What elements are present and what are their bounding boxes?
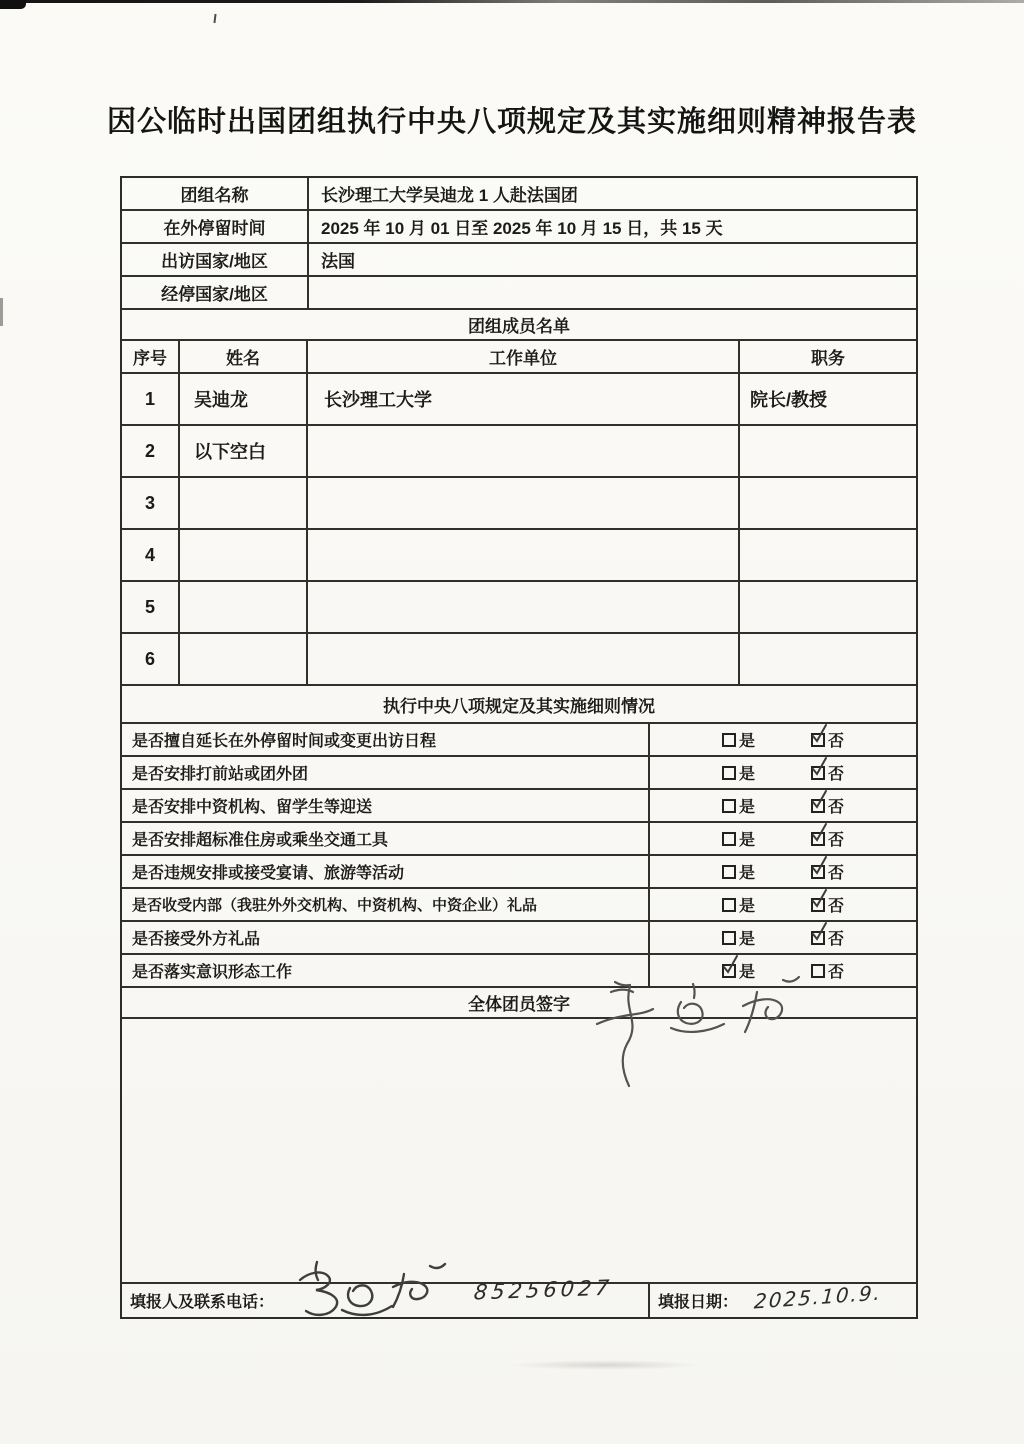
member-index: 2 [122,426,180,476]
no-checkbox [811,766,825,780]
member-index: 5 [122,582,180,632]
question-text: 是否安排打前站或团外团 [122,757,650,788]
member-work-unit [308,530,740,580]
member-work-unit [308,582,740,632]
scan-artifact-mark [213,14,216,23]
check-mark-no [811,760,828,777]
info-row-destination [122,244,916,277]
question-row [122,724,916,757]
yes-label: 是 [739,832,756,849]
date-handwriting: 2025.10.9. [753,1279,883,1314]
no-checkbox [811,733,825,747]
question-row [122,856,916,889]
scan-artifact-left-edge [0,298,3,326]
check-mark-no [811,925,828,942]
no-checkbox [811,931,825,945]
yes-checkbox [722,832,736,846]
member-position [740,582,916,632]
date-label: 填报日期： [658,1294,739,1311]
check-mark-no [811,826,828,843]
member-name: 以下空白 [180,426,308,476]
col-header-position: 职务 [811,349,845,368]
destination-label: 出访国家/地区 [122,244,309,275]
stay-duration-value: 2025 年 10 月 01 日至 2025 年 10 月 15 日，共 15 天 [321,219,723,238]
yes-checkbox [722,898,736,912]
question-row [122,790,916,823]
col-header-name: 姓名 [180,341,308,372]
member-name [180,530,308,580]
stopover-label: 经停国家/地区 [122,277,309,308]
filler-phone-handwriting: 85256027 [472,1275,615,1305]
member-work-unit [308,426,740,476]
question-text: 是否安排超标准住房或乘坐交通工具 [122,823,650,854]
report-form-table [120,176,918,1319]
group-name-label: 团组名称 [122,178,309,209]
question-text: 是否擅自延长在外停留时间或变更出访日程 [122,724,650,755]
no-label: 否 [828,931,845,948]
yes-checkbox [722,799,736,813]
member-work-unit [308,634,740,684]
member-row [122,634,916,686]
check-mark-no [811,727,828,744]
yes-label: 是 [739,964,756,981]
question-text: 是否违规安排或接受宴请、旅游等活动 [122,856,650,887]
no-label: 否 [828,799,845,816]
member-position [740,634,916,684]
question-row [122,889,916,922]
info-row-stopover [122,277,916,310]
no-label: 否 [828,766,845,783]
compliance-section-title: 执行中央八项规定及其实施细则情况 [122,686,916,724]
question-row [122,823,916,856]
member-row [122,426,916,478]
check-mark-no [811,892,828,909]
question-row [122,922,916,955]
destination-value: 法国 [321,252,355,271]
question-text: 是否安排中资机构、留学生等迎送 [122,790,650,821]
no-label: 否 [828,898,845,915]
no-checkbox [811,832,825,846]
question-text: 是否收受内部（我驻外外交机构、中资机构、中资企业）礼品 [122,889,650,920]
yes-checkbox [722,931,736,945]
no-checkbox [811,898,825,912]
member-index: 1 [122,374,180,424]
member-work-unit [308,478,740,528]
yes-label: 是 [739,931,756,948]
form-title: 因公临时出国团组执行中央八项规定及其实施细则精神报告表 [106,106,917,138]
yes-checkbox [722,733,736,747]
member-position [740,478,916,528]
member-name [180,478,308,528]
yes-checkbox [722,766,736,780]
filler-name-handwriting [280,1254,460,1332]
member-row [122,530,916,582]
yes-label: 是 [739,898,756,915]
yes-checkbox [722,865,736,879]
info-row-stay-duration [122,211,916,244]
no-label: 否 [828,832,845,849]
member-index: 6 [122,634,180,684]
question-text: 是否接受外方礼品 [122,922,650,953]
member-name [180,634,308,684]
filler-label: 填报人及联系电话： [130,1294,275,1311]
yes-label: 是 [739,766,756,783]
no-label: 否 [828,964,845,981]
no-checkbox [811,865,825,879]
scan-artifact-smudge [510,1360,700,1370]
member-name [180,582,308,632]
member-position [740,426,916,476]
member-work-unit: 长沙理工大学 [308,374,740,424]
group-name-value: 长沙理工大学吴迪龙 1 人赴法国团 [321,186,578,205]
member-name: 吴迪龙 [180,374,308,424]
date-cell [650,1279,916,1317]
member-list-section-title: 团组成员名单 [122,310,916,341]
yes-label: 是 [739,799,756,816]
col-header-work-unit: 工作单位 [308,341,740,372]
check-mark-no [811,859,828,876]
member-row [122,478,916,530]
member-position: 院长/教授 [750,390,828,410]
question-text: 是否落实意识形态工作 [122,955,650,986]
footer-row [122,1275,916,1317]
col-header-index: 序号 [122,341,180,372]
question-row [122,757,916,790]
no-label: 否 [828,865,845,882]
yes-label: 是 [739,733,756,750]
check-mark-no [811,793,828,810]
scan-artifact-top-edge [0,0,1024,3]
stopover-value [309,277,916,308]
member-position [740,530,916,580]
signature-label: 全体团员签字 [468,995,570,1014]
member-row [122,374,916,426]
info-row-group-name [122,178,916,211]
member-index: 4 [122,530,180,580]
filler-cell [122,1275,650,1317]
no-label: 否 [828,733,845,750]
member-index: 3 [122,478,180,528]
member-table-header [122,341,916,374]
no-checkbox [811,799,825,813]
yes-label: 是 [739,865,756,882]
member-row [122,582,916,634]
member-signature-handwriting [585,966,825,1096]
scan-artifact-corner [0,0,26,9]
stay-duration-label: 在外停留时间 [122,211,309,242]
